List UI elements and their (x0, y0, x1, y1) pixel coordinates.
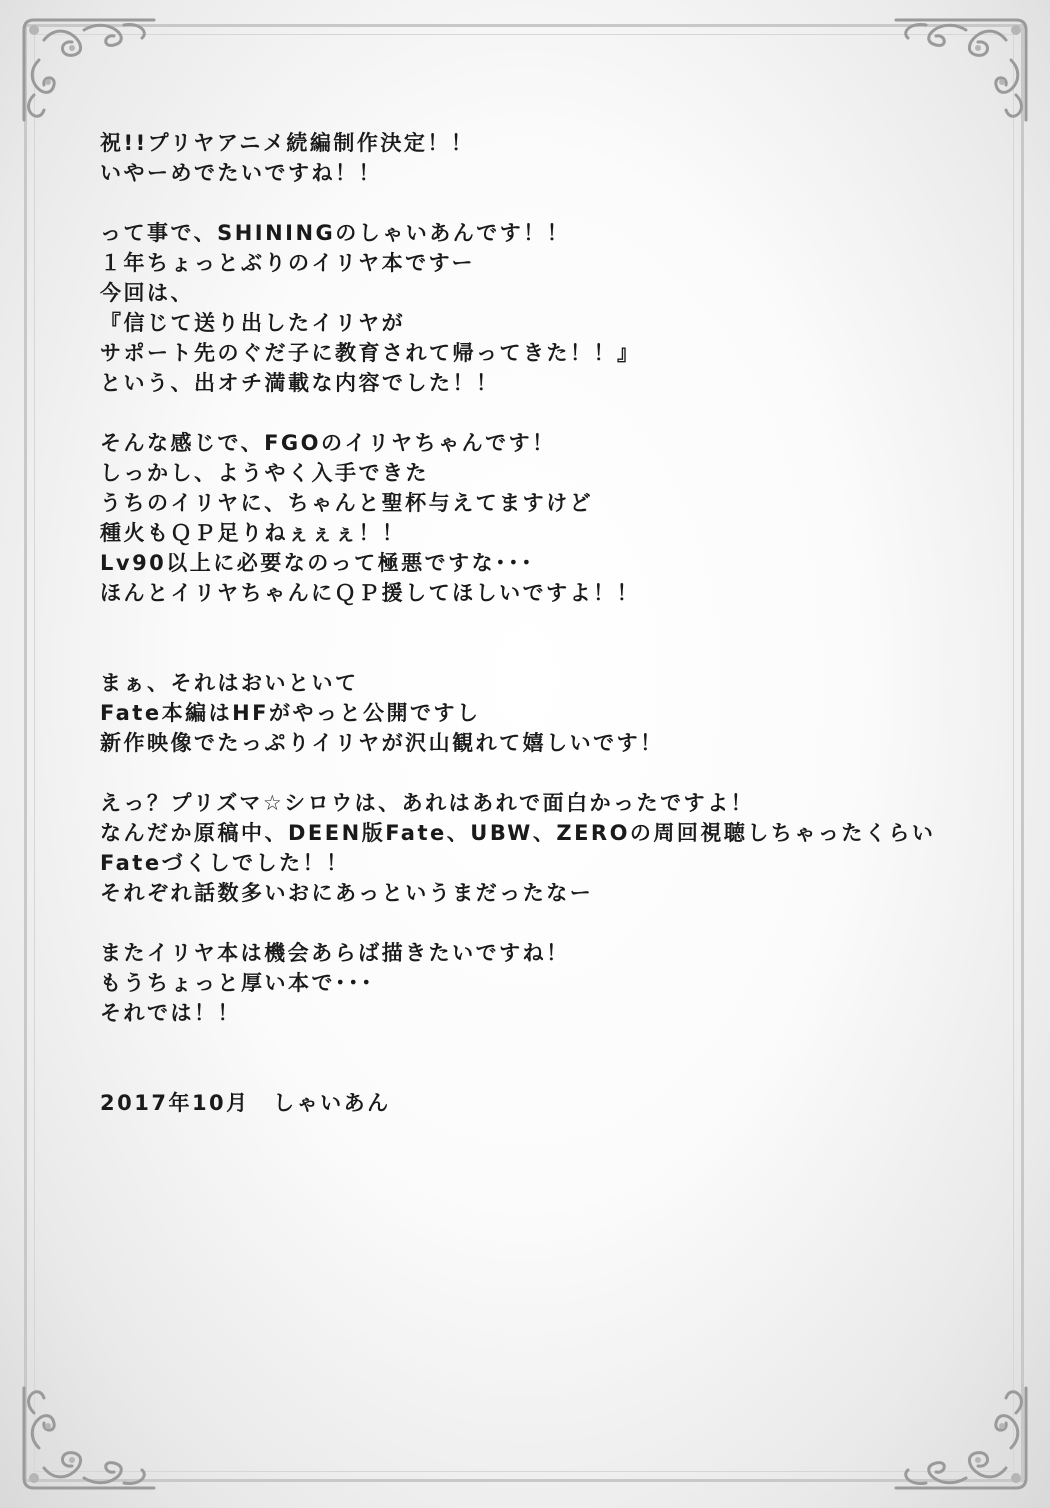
paragraph-gap (100, 1028, 980, 1088)
paragraph-prisma-shirou (100, 788, 980, 908)
text-line: それぞれ話数多いおにあっというまだったなー (100, 881, 594, 905)
text-line: またイリヤ本は機会あらば描きたいですね！ (100, 941, 570, 965)
paragraph-closing (100, 938, 980, 1028)
text-line: Lv90以上に必要なのって極悪ですな･･･ (100, 551, 535, 575)
text-line: という、出オチ満載な内容でした！！ (100, 371, 500, 395)
text-line: 『信じて送り出したイリヤが (100, 311, 406, 335)
text-line: しっかし、ようやく入手できた (100, 461, 429, 485)
text-line: えっ？プリズマ☆シロウは、あれはあれで面白かったですよ！ (100, 791, 755, 815)
text-line: まぁ、それはおいといて (100, 671, 359, 695)
text-line: 今回は、 (100, 281, 194, 305)
text-line: サポート先のぐだ子に教育されて帰ってきた！！』 (100, 341, 641, 365)
paragraph-gap (100, 908, 980, 938)
paragraph-gap (100, 608, 980, 668)
paragraph-celebration (100, 128, 980, 188)
corner-ornament-top-right (886, 10, 1036, 130)
text-line: ほんとイリヤちゃんにＱＰ援してほしいですよ！！ (100, 581, 641, 605)
text-line: 種火もＱＰ足りねぇぇぇ！！ (100, 521, 406, 545)
text-line: なんだか原稿中、DEEN版Fate、UBW、ZEROの周回視聴しちゃったくらい (100, 821, 936, 845)
text-line: 新作映像でたっぷりイリヤが沢山観れて嬉しいです！ (100, 731, 664, 755)
paragraph-fate-hf (100, 668, 980, 758)
text-line: そんな感じで、FGOのイリヤちゃんです！ (100, 431, 556, 455)
text-line: １年ちょっとぶりのイリヤ本ですー (100, 251, 475, 275)
paragraph-gap (100, 188, 980, 218)
text-line: Fate本編はHFがやっと公開ですし (100, 701, 481, 725)
signature-date: 2017年10月 しゃいあん (100, 1091, 391, 1115)
text-line: それでは！！ (100, 1001, 241, 1025)
text-line: いやーめでたいですね！！ (100, 161, 382, 185)
corner-ornament-top-left (14, 10, 164, 130)
text-line: って事で、SHININGのしゃいあんです！！ (100, 221, 571, 245)
paragraph-introduction (100, 218, 980, 398)
text-line: もうちょっと厚い本で･･･ (100, 971, 374, 995)
paragraph-fgo (100, 428, 980, 608)
corner-ornament-bottom-left (14, 1378, 164, 1498)
corner-ornament-bottom-right (886, 1378, 1036, 1498)
afterword-text (100, 128, 980, 1118)
text-line: 祝!!プリヤアニメ続編制作決定！！ (100, 131, 475, 155)
paragraph-gap (100, 398, 980, 428)
paragraph-gap (100, 758, 980, 788)
text-line: Fateづくしでした！！ (100, 851, 350, 875)
text-line: うちのイリヤに、ちゃんと聖杯与えてますけど (100, 491, 594, 515)
